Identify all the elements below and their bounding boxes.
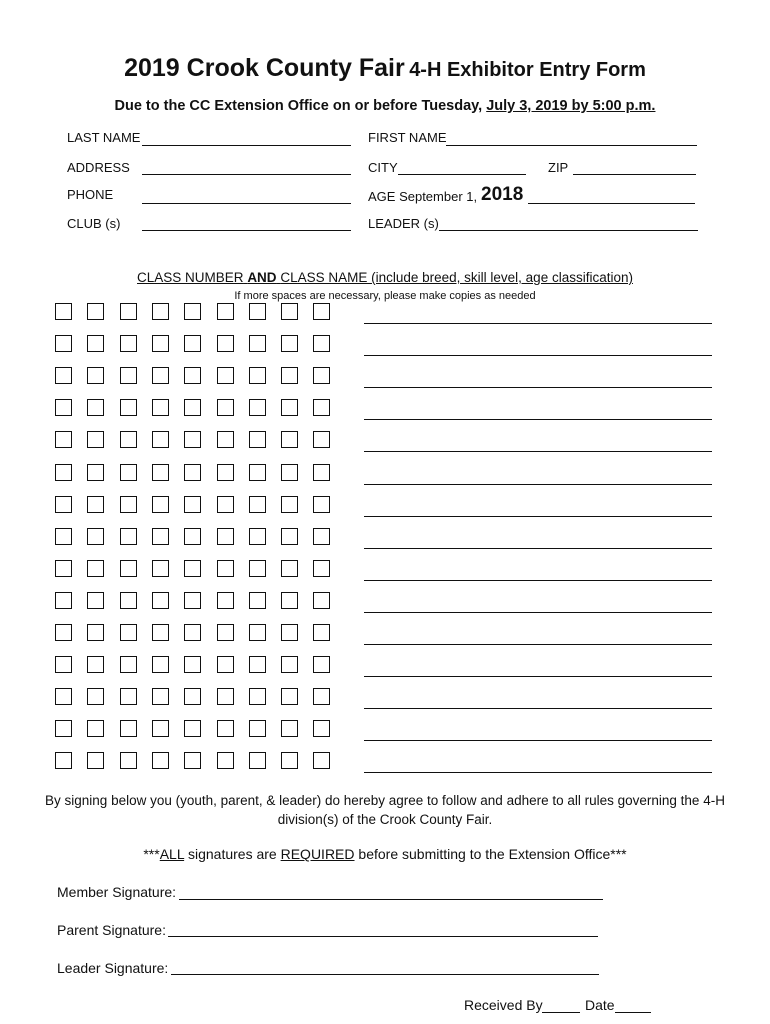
class-number-digit-box[interactable] [55,399,72,416]
class-number-digit-box[interactable] [55,656,72,673]
class-number-digit-box[interactable] [249,656,266,673]
class-number-digit-box[interactable] [281,752,298,769]
class-number-digit-box[interactable] [217,367,234,384]
member-signature-field[interactable] [179,899,603,900]
class-number-digit-box[interactable] [217,496,234,513]
class-number-digit-box[interactable] [249,496,266,513]
class-number-digit-box[interactable] [313,528,330,545]
class-number-digit-box[interactable] [217,464,234,481]
class-number-digit-box[interactable] [249,464,266,481]
class-name-line[interactable] [364,548,712,549]
class-number-digit-box[interactable] [281,496,298,513]
class-number-digit-box[interactable] [55,592,72,609]
due-date: July 3, 2019 by 5:00 p.m. [486,98,656,114]
class-number-digit-box[interactable] [313,560,330,577]
class-number-digit-box[interactable] [249,560,266,577]
class-number-digit-box[interactable] [313,367,330,384]
agreement-text: By signing below you (youth, parent, & leader) do hereby agree to follow and adhere to all rules governing the 4-H division(s) of the Crook County Fair. [45,793,725,827]
class-number-digit-box[interactable] [313,592,330,609]
date-field[interactable] [615,1012,651,1013]
class-number-digit-box[interactable] [55,528,72,545]
received-by-label: Received By [464,997,543,1013]
class-number-digit-box[interactable] [87,592,104,609]
leader-field[interactable] [439,230,698,231]
city-field[interactable] [398,174,526,175]
age-label: AGE September 1, [368,189,478,204]
req-required: REQUIRED [280,846,355,862]
class-number-digit-box[interactable] [152,752,169,769]
class-number-digit-box[interactable] [313,688,330,705]
class-number-digit-box[interactable] [281,688,298,705]
class-number-digit-box[interactable] [217,720,234,737]
class-number-digit-box[interactable] [249,720,266,737]
class-number-digit-box[interactable] [87,720,104,737]
class-number-digit-box[interactable] [281,367,298,384]
class-number-digit-box[interactable] [87,399,104,416]
class-number-digit-box[interactable] [217,431,234,448]
class-number-digit-box[interactable] [217,303,234,320]
class-number-digit-box[interactable] [217,688,234,705]
due-notice [0,98,770,114]
class-number-digit-box[interactable] [152,592,169,609]
class-header-part2: CLASS NAME (include breed, skill level, age classification) [280,270,633,285]
parent-signature-label: Parent Signature: [57,922,166,938]
class-number-digit-box[interactable] [184,464,201,481]
class-header-part1: CLASS NUMBER [137,270,244,285]
class-number-digit-box[interactable] [249,335,266,352]
class-number-digit-box[interactable] [120,592,137,609]
class-number-digit-box[interactable] [217,752,234,769]
class-number-digit-box[interactable] [120,399,137,416]
class-number-digit-box[interactable] [281,335,298,352]
class-number-digit-box[interactable] [55,624,72,641]
class-number-digit-box[interactable] [313,399,330,416]
last-name-label: LAST NAME [67,130,141,145]
class-number-digit-box[interactable] [120,624,137,641]
class-number-digit-box[interactable] [120,720,137,737]
class-number-digit-box[interactable] [313,624,330,641]
req-suffix: before submitting to the Extension Office*** [358,846,627,862]
class-number-digit-box[interactable] [152,688,169,705]
class-number-digit-box[interactable] [249,399,266,416]
class-number-digit-box[interactable] [313,431,330,448]
title-main: 2019 Crook County Fair [124,54,405,82]
class-number-digit-box[interactable] [249,592,266,609]
class-number-digit-box[interactable] [152,464,169,481]
class-number-digit-box[interactable] [120,496,137,513]
class-name-line[interactable] [364,644,712,645]
class-number-digit-box[interactable] [55,688,72,705]
class-header-bold: AND [247,270,277,285]
page-title [0,54,770,83]
class-number-digit-box[interactable] [249,528,266,545]
req-mid: signatures are [188,846,277,862]
leader-label: LEADER (s) [368,216,439,231]
class-number-digit-box[interactable] [184,367,201,384]
class-number-digit-box[interactable] [313,656,330,673]
class-number-digit-box[interactable] [87,496,104,513]
class-number-digit-box[interactable] [217,656,234,673]
class-number-digit-box[interactable] [281,399,298,416]
parent-signature-field[interactable] [168,936,598,937]
class-number-digit-box[interactable] [152,720,169,737]
class-number-digit-box[interactable] [120,752,137,769]
due-prefix: Due to the CC Extension Office on or before Tuesday, [114,98,483,114]
class-number-digit-box[interactable] [281,624,298,641]
phone-label: PHONE [67,187,114,202]
class-number-digit-box[interactable] [152,560,169,577]
class-name-line[interactable] [364,676,712,677]
zip-label: ZIP [548,160,569,175]
class-number-digit-box[interactable] [87,752,104,769]
phone-field[interactable] [142,203,351,204]
class-number-digit-box[interactable] [55,431,72,448]
address-label: ADDRESS [67,160,130,175]
class-number-digit-box[interactable] [217,592,234,609]
class-number-digit-box[interactable] [249,752,266,769]
class-number-digit-box[interactable] [87,464,104,481]
class-number-digit-box[interactable] [55,464,72,481]
class-number-digit-box[interactable] [120,464,137,481]
class-number-digit-box[interactable] [120,528,137,545]
class-number-digit-box[interactable] [313,335,330,352]
class-number-digit-box[interactable] [313,720,330,737]
leader-signature-label: Leader Signature: [57,960,169,976]
zip-field[interactable] [573,174,696,175]
class-number-digit-box[interactable] [313,752,330,769]
city-label: CITY [368,160,398,175]
first-name-label: FIRST NAME [368,130,447,145]
class-number-digit-box[interactable] [184,303,201,320]
class-number-digit-box[interactable] [249,367,266,384]
class-number-digit-box[interactable] [184,496,201,513]
class-note: If more spaces are necessary, please make copies as needed [234,290,536,302]
club-field[interactable] [142,230,351,231]
age-year: 2018 [481,184,524,205]
class-number-digit-box[interactable] [184,528,201,545]
class-number-digit-box[interactable] [281,656,298,673]
age-field[interactable] [528,203,695,204]
class-number-digit-box[interactable] [184,560,201,577]
club-label: CLUB (s) [67,216,121,231]
class-number-digit-box[interactable] [217,560,234,577]
first-name-field[interactable] [446,145,697,146]
class-number-digit-box[interactable] [55,496,72,513]
address-field[interactable] [142,174,351,175]
class-number-digit-box[interactable] [152,528,169,545]
class-name-line[interactable] [364,323,712,324]
class-number-digit-box[interactable] [55,752,72,769]
class-number-digit-box[interactable] [87,431,104,448]
class-number-digit-box[interactable] [249,624,266,641]
class-number-digit-box[interactable] [184,656,201,673]
class-name-line[interactable] [364,740,712,741]
class-name-line[interactable] [364,580,712,581]
class-number-digit-box[interactable] [152,303,169,320]
class-number-digit-box[interactable] [281,592,298,609]
class-number-digit-box[interactable] [55,303,72,320]
class-number-digit-box[interactable] [249,303,266,320]
class-number-digit-box[interactable] [184,335,201,352]
class-number-digit-box[interactable] [217,528,234,545]
class-number-digit-box[interactable] [87,688,104,705]
signature-requirement [0,846,770,862]
class-name-line[interactable] [364,451,712,452]
class-name-line[interactable] [364,419,712,420]
class-name-line[interactable] [364,484,712,485]
last-name-field[interactable] [142,145,351,146]
class-name-line[interactable] [364,516,712,517]
class-number-digit-box[interactable] [313,496,330,513]
class-number-digit-box[interactable] [120,367,137,384]
class-number-digit-box[interactable] [184,399,201,416]
class-number-digit-box[interactable] [152,399,169,416]
class-number-digit-box[interactable] [184,592,201,609]
class-number-digit-box[interactable] [120,431,137,448]
class-number-digit-box[interactable] [55,367,72,384]
class-number-digit-box[interactable] [281,720,298,737]
req-prefix: *** [143,846,160,862]
class-number-digit-box[interactable] [184,752,201,769]
class-number-digit-box[interactable] [217,399,234,416]
class-number-digit-box[interactable] [152,496,169,513]
class-number-digit-box[interactable] [281,431,298,448]
member-signature-label: Member Signature: [57,884,177,900]
class-number-digit-box[interactable] [313,303,330,320]
class-number-digit-box[interactable] [87,303,104,320]
class-name-line[interactable] [364,355,712,356]
class-number-digit-box[interactable] [87,367,104,384]
class-number-digit-box[interactable] [281,464,298,481]
class-name-line[interactable] [364,708,712,709]
class-number-digit-box[interactable] [120,656,137,673]
class-number-digit-box[interactable] [152,335,169,352]
class-number-digit-box[interactable] [281,528,298,545]
req-all: ALL [159,846,185,862]
class-number-digit-box[interactable] [281,303,298,320]
class-number-digit-box[interactable] [249,431,266,448]
class-name-line[interactable] [364,387,712,388]
class-number-digit-box[interactable] [87,528,104,545]
class-number-digit-box[interactable] [249,688,266,705]
class-number-digit-box[interactable] [87,656,104,673]
class-number-digit-box[interactable] [120,560,137,577]
date-label: Date [585,997,615,1013]
class-number-digit-box[interactable] [120,335,137,352]
class-number-digit-box[interactable] [120,688,137,705]
class-number-digit-box[interactable] [281,560,298,577]
class-number-digit-box[interactable] [152,624,169,641]
class-name-line[interactable] [364,772,712,773]
class-number-digit-box[interactable] [184,688,201,705]
title-sub: 4-H Exhibitor Entry Form [409,59,646,81]
class-number-digit-box[interactable] [55,560,72,577]
class-number-digit-box[interactable] [184,431,201,448]
class-name-line[interactable] [364,612,712,613]
class-number-digit-box[interactable] [87,560,104,577]
class-number-digit-box[interactable] [120,303,137,320]
class-number-digit-box[interactable] [55,720,72,737]
received-by-field[interactable] [542,1012,580,1013]
class-number-digit-box[interactable] [184,624,201,641]
class-number-digit-box[interactable] [87,624,104,641]
class-number-digit-box[interactable] [152,656,169,673]
class-number-digit-box[interactable] [217,624,234,641]
class-header [0,270,770,285]
class-number-digit-box[interactable] [152,367,169,384]
class-number-digit-box[interactable] [184,720,201,737]
class-number-digit-box[interactable] [217,335,234,352]
class-number-digit-box[interactable] [313,464,330,481]
class-number-digit-box[interactable] [152,431,169,448]
class-number-digit-box[interactable] [87,335,104,352]
class-number-digit-box[interactable] [55,335,72,352]
leader-signature-field[interactable] [171,974,599,975]
